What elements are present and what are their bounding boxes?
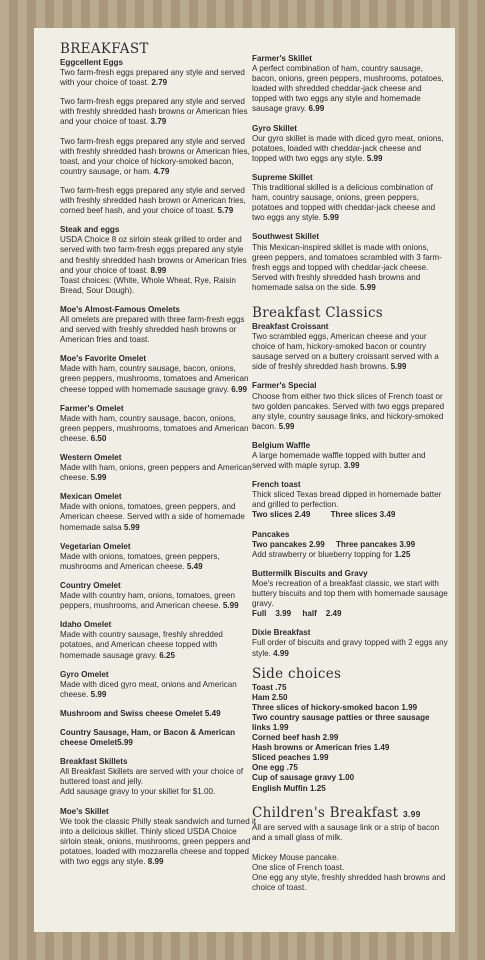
children-option: One egg any style, freshly shredded hash browns and choice of toast. xyxy=(252,873,446,893)
french-toast: French toast Thick sliced Texas bread dipped in homemade batter and grilled to perfection. Two slices 2.49 Three slices 3.49 xyxy=(252,480,442,520)
classics-title: Breakfast Classics xyxy=(252,304,384,321)
menu-item: Breakfast Croissant Two scrambled eggs, American cheese and your choice of ham, hickory-smoked bacon or country sausage served on a buttery croissant served with a side of freshly shredded hash browns. 5.99 xyxy=(252,321,439,372)
menu-item: Gyro Omelet Made with diced gyro meat, onions and American cheese. 5.99 xyxy=(60,669,237,699)
menu-item: Moe's Favorite Omelet Made with ham, country sausage, bacon, onions, green peppers, mushrooms, tomatoes and American cheese topped with homemade sausage gravy. 6.99 xyxy=(60,354,249,394)
menu-item: Vegetarian Omelet Made with onions, tomatoes, green peppers, mushrooms and American cheese. 5.49 xyxy=(60,541,220,571)
egg-option: Two farm-fresh eggs prepared any style and served with freshly shredded hash brown or American fries, corned beef hash, and your choice of toast. 5.79 xyxy=(60,185,246,216)
egg-option: Two farm-fresh eggs prepared any style and served with freshly shredded hash browns or American fries, toast, and your choice of hickory-smoked bacon, country sausage, or ham. 4.79 xyxy=(60,136,250,176)
egg-option: Two farm-fresh eggs prepared any style and served with freshly shredded hash browns or American fries and your choice of toast. 3.79 xyxy=(60,97,248,127)
breakfast-title: BREAKFAST xyxy=(60,41,149,57)
menu-item: Moe's Almost-Famous Omelets All omelets are prepared with three farm-fresh eggs and served with freshly shredded hash browns or American fries and toast. xyxy=(60,304,245,345)
menu-item: Southwest Skillet This Mexican-inspired skillet is made with onions, green peppers, and tomatoes scrambled with 3 farm-fresh eggs and topped with cheddar-jack cheese. Served with freshly shredded hash browns and homemade salsa on the side. 5.99 xyxy=(252,232,442,292)
menu-page xyxy=(34,28,455,932)
children-option: Mickey Mouse pancake. xyxy=(252,852,339,862)
menu-item: Gyro Skillet Our gyro skillet is made with diced gyro meat, onions, potatoes, loaded with cheddar-jack cheese and topped with two eggs any style. 5.99 xyxy=(252,123,444,163)
side-item: Three slices of hickory-smoked bacon 1.99 xyxy=(252,702,418,712)
pancakes: Pancakes Two pancakes 2.99 Three pancakes 3.99 Add strawberry or blueberry topping for 1.25 xyxy=(252,529,416,559)
menu-item: Mexican Omelet Made with onions, tomatoes, green peppers, and American cheese. Served with a side of homemade homemade salsa 5.99 xyxy=(60,492,245,532)
children-price: 3.99 xyxy=(402,808,421,819)
menu-item: Farmer's Special Choose from either two thick slices of French toast or two golden pancakes. Served with two eggs prepared any style, country sausage links, and hickory-smoked bacon. 5.99 xyxy=(252,381,445,431)
menu-item: Farmer's Skillet A perfect combination of ham, country sausage, bacon, onions, green peppers, mushrooms, potatoes, loaded with shredded cheddar-jack cheese and topped with two eggs any style and homemade sausage gravy. 6.99 xyxy=(252,54,444,114)
side-item: English Muffin 1.25 xyxy=(252,783,326,793)
side-item: Hash browns or American fries 1.49 xyxy=(252,743,390,753)
menu-item: Breakfast Skillets All Breakfast Skillets are served with your choice of buttered toast and jelly. Add sausage gravy to your skillet for $1.00. xyxy=(60,757,244,797)
menu-item: Supreme Skillet This traditional skilled is a delicious combination of ham, country sausage, onions, green peppers, potatoes and topped with cheddar-jack cheese and two eggs any style. 5.99 xyxy=(252,172,436,223)
menu-item: Country Omelet Made with country ham, onions, tomatoes, green peppers, mushrooms, and American cheese. 5.99 xyxy=(60,580,239,611)
menu-item: Idaho Omelet Made with country sausage, freshly shredded potatoes, and American cheese topped with homemade sausage gravy. 6.25 xyxy=(60,620,223,660)
menu-item: Belgium Waffle A large homemade waffle topped with butter and served with maple syrup. 3.99 xyxy=(252,440,426,471)
side-item: Ham 2.50 xyxy=(252,692,288,702)
biscuits-gravy: Buttermilk Biscuits and Gravy Moe's recreation of a breakfast classic, we start with buttery biscuits and top them with homemade sausage gravy. Full 3.99 half 2.49 xyxy=(252,568,448,619)
menu-item: Western Omelet Made with ham, onions, green peppers and American cheese. 5.99 xyxy=(60,453,252,483)
side-item: Cup of sausage gravy 1.00 xyxy=(252,773,355,783)
children-desc: All are served with a sausage link or a strip of bacon and a small glass of milk. xyxy=(252,822,440,842)
menu-item: Country Sausage, Ham, or Bacon & American cheese Omelet5.99 xyxy=(60,727,236,748)
side-item: Corned beef hash 2.99 xyxy=(252,733,339,743)
egg-option: Two farm-fresh eggs prepared any style and served with your choice of toast. 2.79 xyxy=(60,68,245,88)
side-item: Sliced peaches 1.99 xyxy=(252,753,329,763)
menu-item: Farmer's Omelet Made with ham, country sausage, bacon, onions, green peppers, mushrooms, tomatoes and American cheese. 6.50 xyxy=(60,403,249,443)
left-column xyxy=(60,42,256,876)
children-option: One slice of French toast. xyxy=(252,862,345,872)
item-name: Eggcellent Eggs xyxy=(60,58,123,67)
side-item: Toast .75 xyxy=(252,682,287,692)
side-item: Two country sausage patties or three sausage links 1.99 xyxy=(252,712,430,732)
side-item: One egg .75 xyxy=(252,763,298,773)
eggcellent-eggs xyxy=(60,58,256,216)
children-title: Children's Breakfast 3.99 xyxy=(252,804,421,821)
dixie-breakfast: Dixie Breakfast Full order of biscuits and gravy topped with 2 eggs any style. 4.99 xyxy=(252,628,448,658)
menu-item: Mushroom and Swiss cheese Omelet 5.49 xyxy=(60,708,221,718)
menu-item: Moe's Skillet We took the classic Philly steak sandwich and turned it into a delicious skillet. Thinly sliced USDA Choice sirloin steak, onions, mushrooms, green peppers and potatoes, loaded with mozzarella cheese and topped with two eggs any style. 8.99 xyxy=(60,806,256,866)
menu-item: Steak and eggs USDA Choice 8 oz sirloin steak grilled to order and served with two farm-fresh eggs prepared any style and freshly shredded hash browns or American fries and your choice of toast. 8.99 Toast choices: (White, Whole Wheat, Rye, Raisin Bread, Sour Dough). xyxy=(60,225,247,295)
sides-list xyxy=(252,683,448,794)
right-column xyxy=(252,54,448,893)
sides-title: Side choices xyxy=(252,665,342,682)
